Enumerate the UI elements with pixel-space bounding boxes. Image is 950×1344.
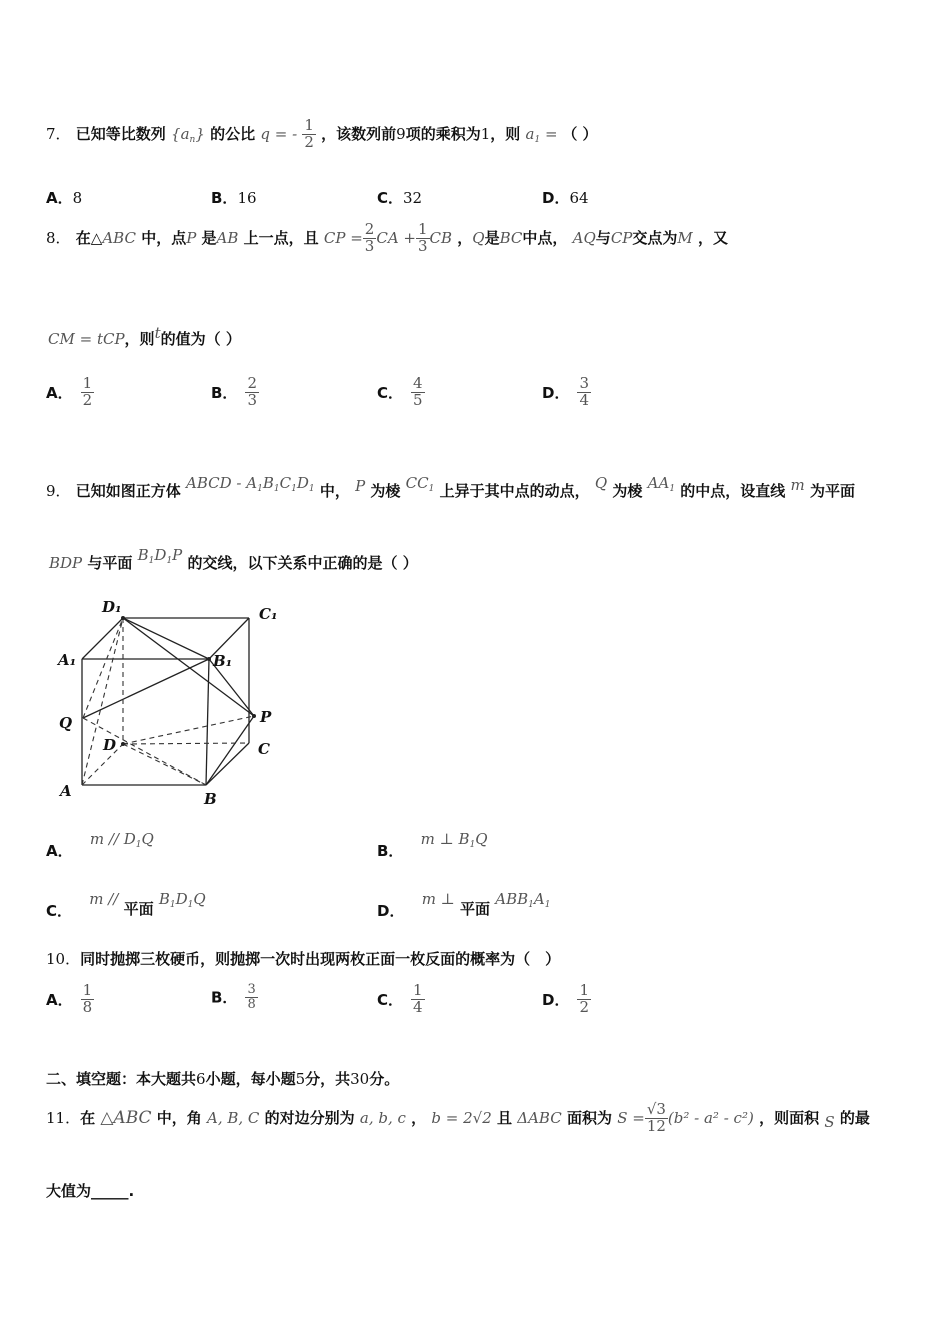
- hidden-seg-db: [123, 744, 206, 785]
- question-10: [46, 948, 560, 969]
- hidden-seg-qd1: [83, 618, 123, 718]
- q7-one: 1: [480, 124, 491, 143]
- q7-text-6: （ ）: [562, 124, 598, 143]
- q8-line2-text-1: ，则: [124, 330, 155, 348]
- cube-figure: [50, 598, 300, 813]
- q9-text-3: 为棱: [370, 482, 401, 500]
- q8-q: Q: [472, 228, 485, 247]
- point-b1: [207, 657, 211, 661]
- q10-option-a[interactable]: A． $\frac{1}{8}$: [46, 981, 93, 1016]
- q11-s: S: [824, 1112, 835, 1131]
- q11-text-4: ，: [411, 1108, 427, 1127]
- q8-m: M: [677, 228, 693, 247]
- label-b1: B₁: [213, 652, 233, 670]
- q8-frac-2: $\frac{1}{3}$: [418, 220, 428, 255]
- q8-ca: CA +: [376, 228, 416, 247]
- hidden-seg-qb: [83, 718, 206, 785]
- q8-cp: CP: [610, 228, 633, 247]
- q9-option-b[interactable]: B． m ⊥ $B_1Q$: [377, 830, 488, 860]
- q8-cm-eq: CM = tCP: [48, 330, 125, 348]
- q11-text-5: 且: [497, 1108, 513, 1127]
- q9-text-9: 的交线，以下关系中正确的是（ ）: [187, 554, 418, 572]
- q9-cc1: $CC_1$: [405, 474, 435, 494]
- q11-text-8: 的最: [839, 1108, 870, 1127]
- label-b: B: [204, 790, 217, 808]
- q11-answer-blank[interactable]: _____: [91, 1182, 129, 1200]
- q9-number: 9．: [46, 482, 71, 500]
- question-11-line-2: [46, 1180, 134, 1201]
- hidden-edge-dc: [123, 743, 249, 744]
- q7-option-a[interactable]: A．8: [46, 189, 83, 207]
- edge-a1d1: [82, 618, 123, 659]
- q9-bdp: BDP: [49, 554, 83, 572]
- q9-p: P: [355, 477, 366, 495]
- q9-text-1: 已知如图正方体: [75, 482, 181, 500]
- label-q: Q: [59, 714, 73, 732]
- q8-option-a[interactable]: A． $\frac{1}{2}$: [46, 374, 93, 409]
- label-c1: C₁: [259, 605, 278, 623]
- question-7: [46, 118, 598, 151]
- q8-p: P: [186, 228, 197, 247]
- q9-m: m: [790, 476, 805, 494]
- q9-text-5: 为棱: [612, 482, 643, 500]
- q7-text-5: ，则: [490, 124, 521, 143]
- q8-bc: BC: [499, 228, 523, 247]
- q7-text-4: 项的乘积为: [405, 124, 481, 143]
- q9-text-7: 为平面: [810, 482, 856, 500]
- q11-triangle-2: ΔABC: [517, 1108, 562, 1127]
- q8-text-9: 交点为: [632, 228, 678, 247]
- q7-ratio-lhs: q = -: [260, 124, 298, 143]
- edge-bc: [206, 743, 249, 785]
- q7-option-c[interactable]: C．32: [377, 189, 423, 207]
- q8-aq: AQ: [572, 228, 596, 247]
- q8-text-10: ，又: [698, 228, 729, 247]
- seg-bp: [206, 716, 254, 785]
- q7-option-b[interactable]: B．16: [211, 189, 257, 207]
- q11-expression: (b² - a² - c²): [667, 1108, 754, 1127]
- question-8: [46, 222, 728, 255]
- q11-end: .: [128, 1182, 135, 1200]
- label-d1: D₁: [102, 598, 122, 616]
- q8-text-3: 是: [201, 228, 217, 247]
- q9-text-6: 的中点，设直线: [680, 482, 786, 500]
- q11-line2-text: 大值为: [46, 1182, 92, 1200]
- label-c: C: [258, 740, 270, 758]
- q8-text-1: 在△: [75, 228, 103, 247]
- q8-text-2: 中，点: [141, 228, 187, 247]
- q8-text-5: ，: [457, 228, 473, 247]
- q9-text-4: 上异于其中点的动点，: [439, 482, 590, 500]
- q8-text-6: 是: [484, 228, 500, 247]
- q7-text-2: 的公比: [210, 124, 256, 143]
- q10-text: 同时抛掷三枚硬币，则抛掷一次时出现两枚正面一枚反面的概率为（ ）: [80, 950, 561, 968]
- q8-option-d[interactable]: D． $\frac{3}{4}$: [542, 374, 589, 409]
- q8-t-var: t: [154, 324, 161, 342]
- question-11: [46, 1102, 870, 1135]
- edge-b1b: [206, 659, 209, 785]
- point-d1: [121, 616, 125, 620]
- q7-option-d[interactable]: D．64: [542, 189, 589, 207]
- question-8-line-2: [48, 324, 241, 349]
- point-d: [121, 742, 125, 746]
- q10-option-c[interactable]: C． $\frac{1}{4}$: [377, 981, 423, 1016]
- q7-text-1: 已知等比数列: [75, 124, 166, 143]
- q11-sides: a, b, c: [359, 1108, 406, 1127]
- seg-d1b1: [123, 618, 209, 659]
- q8-text-7: 中点，: [522, 228, 568, 247]
- q11-number: 11．: [46, 1108, 81, 1127]
- q11-text-3: 的对边分别为: [264, 1108, 355, 1127]
- q9-aa1: $AA_1$: [647, 474, 676, 494]
- q8-text-4: 上一点，且: [243, 228, 319, 247]
- point-p: [252, 714, 256, 718]
- q11-text-1: 在: [80, 1108, 96, 1127]
- q9-b1d1p: $B_1D_1P$: [137, 546, 183, 566]
- question-9-line-2: [49, 546, 418, 573]
- q11-text-6: 面积为: [566, 1108, 612, 1127]
- label-d: D: [103, 736, 117, 754]
- q8-cb: CB: [429, 228, 453, 247]
- q11-s-lhs: S =: [617, 1108, 645, 1127]
- q8-abc: ABC: [102, 228, 136, 247]
- q10-option-d[interactable]: D． $\frac{1}{2}$: [542, 981, 589, 1016]
- q8-line2-text-2: 的值为（ ）: [160, 330, 241, 348]
- q7-sequence: $\{a_n\}$: [171, 124, 205, 145]
- label-p: P: [260, 708, 272, 726]
- q10-option-b[interactable]: B． $\frac{3}{8}$: [211, 982, 256, 1012]
- q7-ratio-fraction: $\frac{1}{2}$: [304, 116, 314, 151]
- q11-text-2: 中，角: [156, 1108, 202, 1127]
- q8-text-8: 与: [595, 228, 611, 247]
- q7-text-3: ，该数列前: [321, 124, 397, 143]
- q8-option-b[interactable]: B． $\frac{2}{3}$: [211, 374, 257, 409]
- hidden-seg-dp: [123, 716, 254, 744]
- q10-number: 10．: [46, 950, 81, 968]
- q8-frac-1: $\frac{2}{3}$: [364, 220, 375, 255]
- q8-number: 8．: [46, 228, 71, 247]
- label-a1: A₁: [58, 651, 77, 669]
- q8-cp-lhs: CP =: [323, 228, 363, 247]
- q9-q: Q: [594, 474, 608, 492]
- q9-option-a[interactable]: A． m // $D_1Q$: [46, 830, 154, 860]
- q7-nine: 9: [396, 124, 406, 143]
- q8-ab: AB: [216, 228, 239, 247]
- q9-cube-name: ABCD - $A_1B_1C_1D_1$: [186, 474, 315, 494]
- q7-number: 7．: [46, 124, 71, 143]
- q9-option-d[interactable]: D． m ⊥ 平面 $ABB_1A_1$: [377, 890, 551, 920]
- q9-option-c[interactable]: C． m // 平面 $B_1D_1Q$: [46, 890, 206, 920]
- question-9: [46, 474, 855, 501]
- q9-text-8: 与平面: [87, 554, 133, 572]
- q8-option-c[interactable]: C． $\frac{4}{5}$: [377, 374, 423, 409]
- label-a: A: [60, 782, 72, 800]
- section-2-heading: 二、填空题：本大题共6小题，每小题5分，共30分。: [46, 1070, 400, 1088]
- q11-b-value: b = 2√2: [431, 1108, 492, 1127]
- q11-triangle: △ABC: [100, 1107, 152, 1128]
- q7-a1: $a_1$ =: [525, 124, 563, 145]
- q11-text-7: ，则面积: [759, 1108, 820, 1127]
- q11-angles: A, B, C: [207, 1108, 260, 1127]
- q9-text-2: 中，: [319, 482, 350, 500]
- q11-fraction: $\frac{√3}{12}$: [646, 1100, 666, 1135]
